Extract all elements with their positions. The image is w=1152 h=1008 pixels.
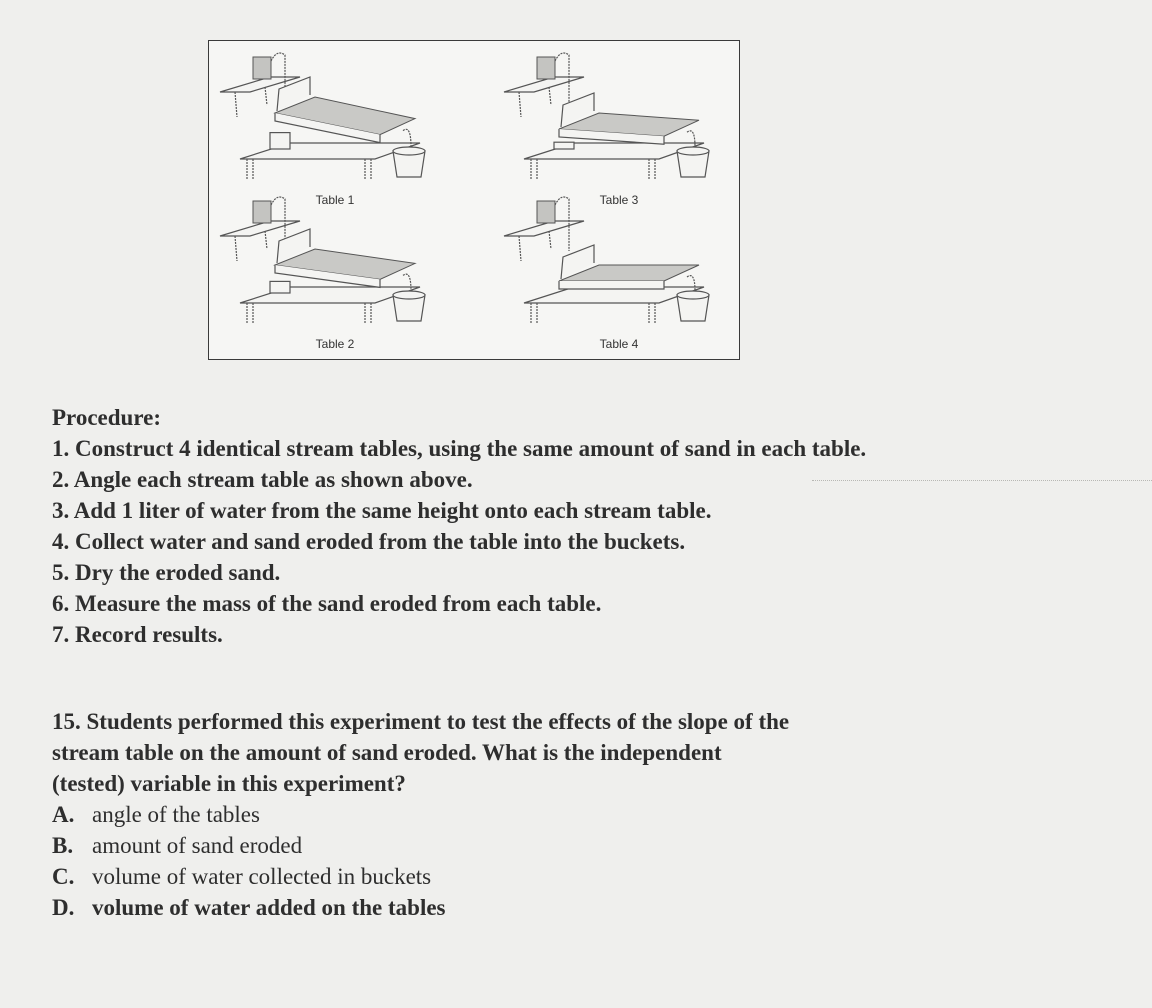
beaker [253,201,271,223]
procedure-step: 3. Add 1 liter of water from the same height onto each stream table. [52,498,712,523]
option-text: amount of sand eroded [92,833,303,858]
question-text: stream table on the amount of sand eroded. What is the independent [52,740,722,765]
procedure-step: 7. Record results. [52,622,223,647]
panel-caption: Table 2 [315,337,355,351]
bucket-rim [393,291,425,299]
answer-option-b[interactable] [52,830,789,861]
shelf-leg [235,92,237,117]
option-letter: A. [52,802,75,827]
panel-caption: Table 3 [599,193,639,207]
panel-table-3 [499,47,739,207]
shelf-leg [549,231,551,249]
support-block [554,142,574,149]
option-letter: D. [52,895,75,920]
procedure-step: 4. Collect water and sand eroded from the table into the buckets. [52,529,686,554]
shelf-leg [519,236,521,261]
answer-option-c[interactable] [52,861,789,892]
beaker [253,57,271,79]
panel-table-4 [499,191,739,351]
procedure-heading: Procedure: [52,405,162,430]
option-text: volume of water added on the tables [92,895,446,920]
procedure-step: 6. Measure the mass of the sand eroded from each table. [52,591,602,616]
option-letter: C. [52,864,75,889]
panel-table-2 [215,191,455,351]
shelf-leg [549,87,551,105]
procedure-step: 2. Angle each stream table as shown above. [52,467,473,492]
bucket-rim [677,291,709,299]
tray-side [559,281,664,289]
stream-table-illustration-4 [499,191,739,331]
beaker [537,57,555,79]
shelf-leg [265,231,267,249]
panel-caption: Table 4 [599,337,639,351]
beaker [537,201,555,223]
answer-option-a[interactable] [52,799,789,830]
procedure-step: 5. Dry the eroded sand. [52,560,281,585]
procedure-section [52,402,866,650]
support-block [270,133,290,149]
option-letter: B. [52,833,74,858]
stream-table-illustration-2 [215,191,455,331]
stream-table-illustration-3 [499,47,739,187]
shelf-leg [519,92,521,117]
shelf-leg [265,87,267,105]
stream-table-illustration-1 [215,47,455,187]
panel-table-1 [215,47,455,207]
procedure-step: 1. Construct 4 identical stream tables, using the same amount of sand in each table. [52,436,867,461]
bucket-rim [393,147,425,155]
option-text: volume of water collected in buckets [92,864,432,889]
option-text: angle of the tables [92,802,260,827]
answer-option-d[interactable] [52,892,789,923]
shelf-leg [235,236,237,261]
question-15 [52,706,789,923]
question-text: (tested) variable in this experiment? [52,771,406,796]
question-text: 15. Students performed this experiment to test the effects of the slope of the [52,709,790,734]
panel-caption: Table 1 [315,193,355,207]
bucket-rim [677,147,709,155]
stream-table-figure [208,40,740,360]
support-block [270,281,290,293]
